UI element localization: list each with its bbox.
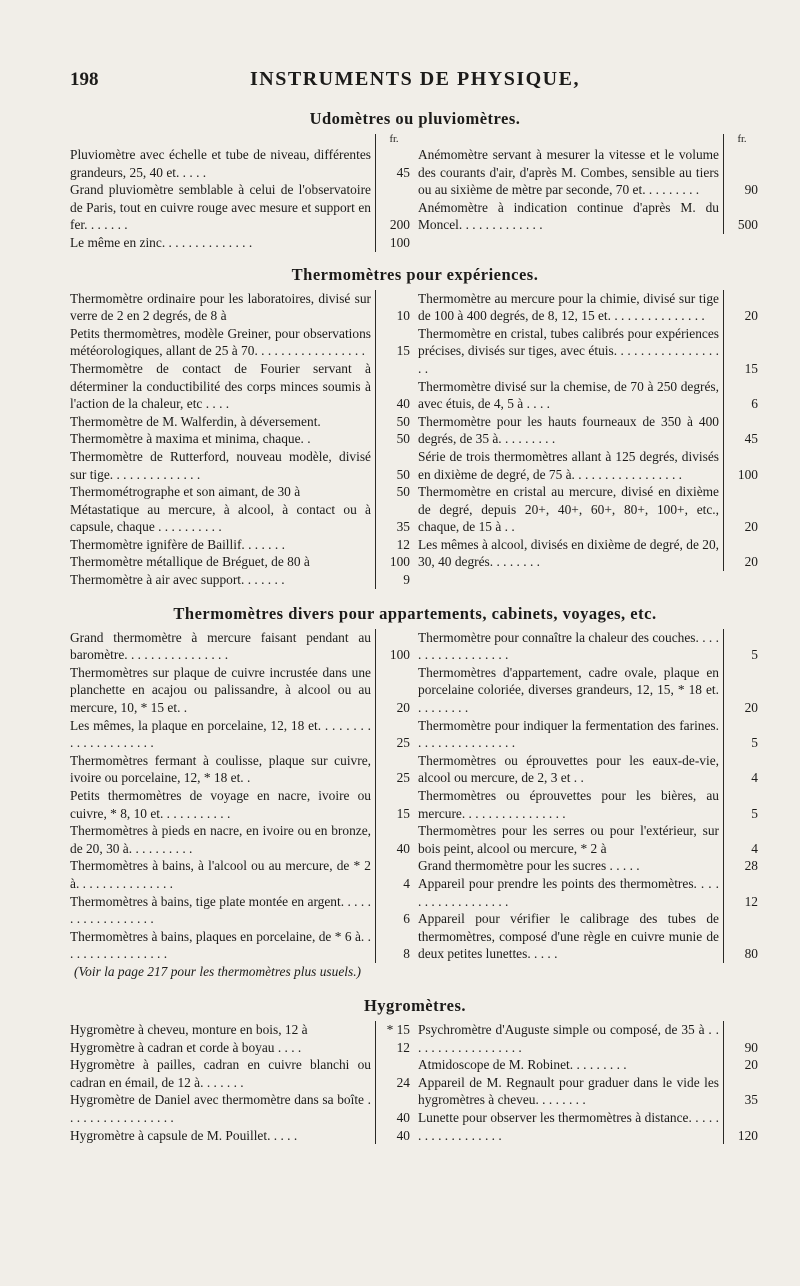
catalog-entry: [70, 1127, 412, 1145]
catalog-entry: [70, 893, 412, 928]
entry-description: Thermomètres d'appartement, cadre ovale, plaque en porcelaine coloriée, diverses grandeurs, 12, 15, * 18 et. . . . . . . . .: [418, 664, 724, 717]
entry-price-value: 40: [396, 1127, 410, 1143]
entry-description: Thermomètres ou éprouvettes pour les eaux-de-vie, alcool ou mercure, de 2, 3 et . .: [418, 752, 724, 787]
entry-description: Pluviomètre avec échelle et tube de niveau, différentes grandeurs, 25, 40 et. . . . .: [70, 146, 376, 181]
entry-price: [376, 1056, 412, 1091]
entry-price: [724, 448, 760, 483]
catalog-entry: [418, 629, 760, 664]
entry-price-value: 100: [737, 466, 758, 482]
entry-price-value: 35: [396, 519, 410, 535]
entry-price-value: 40: [396, 840, 410, 856]
entry-description: Thermomètre divisé sur la chemise, de 70 à 250 degrés, avec étuis, de 4, 5 à . . . .: [418, 378, 724, 413]
section-columns: [70, 1021, 760, 1144]
catalog-entry: [70, 1056, 412, 1091]
entry-price-value: 5: [751, 805, 758, 821]
entry-price: [376, 571, 412, 589]
entry-price-value: 20: [744, 554, 758, 570]
catalog-entry: [418, 1109, 760, 1144]
entry-price: [724, 1056, 760, 1074]
catalog-entry: [70, 146, 412, 181]
entry-description: Thermomètre pour indiquer la fermentation des farines. . . . . . . . . . . . . . . .: [418, 717, 724, 752]
entry-price: [376, 928, 412, 963]
entry-price: [376, 448, 412, 483]
catalog-entry: [70, 752, 412, 787]
section-title: Thermomètres pour expériences.: [291, 264, 539, 284]
entry-price: [724, 1021, 760, 1056]
catalog-sections: [70, 108, 760, 1144]
entry-description: Anémomètre servant à mesurer la vitesse et le volume des courants d'air, d'après M. Combes, sensible au tiers ou au sixième de mètre par seconde, 70 et. . . . . . . . .: [418, 146, 724, 199]
entry-price: [376, 234, 412, 252]
entry-price: [376, 483, 412, 501]
catalog-entry: [70, 1021, 412, 1039]
catalog-entry: [70, 430, 412, 448]
section-columns: [70, 629, 760, 963]
entry-description: Thermomètres à bains, tige plate montée en argent. . . . . . . . . . . . . . . . . .: [70, 893, 376, 928]
entry-price-value: 20: [744, 308, 758, 324]
entry-price-value: 45: [396, 164, 410, 180]
catalog-entry: [70, 536, 412, 554]
entry-price-value: 10: [396, 308, 410, 324]
entry-price-value: 25: [396, 770, 410, 786]
catalog-entry: [418, 1056, 760, 1074]
entry-price-value: 15: [396, 805, 410, 821]
catalog-entry: [70, 571, 412, 589]
entry-description: Thermomètres fermant à coulisse, plaque sur cuivre, ivoire ou porcelaine, 12, * 18 et. .: [70, 752, 376, 787]
entry-price: [724, 199, 760, 234]
entry-price: [376, 664, 412, 717]
entry-description: Hygromètre à cheveu, monture en bois, 12 à: [70, 1021, 376, 1039]
entry-description: Thermomètres sur plaque de cuivre incrustée dans une planchette en acajou ou palissandre, à alcool ou au mercure, 10, * 15 et. .: [70, 664, 376, 717]
entry-price: [376, 629, 412, 664]
entry-description: Thermomètre à maxima et minima, chaque. .: [70, 430, 376, 448]
entry-price: [376, 501, 412, 536]
catalog-entry: [418, 717, 760, 752]
entry-description: Les mêmes à alcool, divisés en dixième de degré, de 20, 30, 40 degrés. . . . . . . .: [418, 536, 724, 571]
entry-price: [724, 536, 760, 571]
entry-price-value: 40: [396, 1109, 410, 1125]
entry-price: [724, 325, 760, 378]
entry-price-value: 6: [403, 911, 410, 927]
entry-price: [724, 910, 760, 963]
entry-price: [376, 787, 412, 822]
entry-description: Métastatique au mercure, à alcool, à contact ou à capsule, chaque . . . . . . . . . .: [70, 501, 376, 536]
catalog-entry: [70, 325, 412, 360]
entry-description: Grand thermomètre pour les sucres . . . . .: [418, 857, 724, 875]
entry-description: Thermomètres pour les serres ou pour l'extérieur, sur bois peint, alcool ou mercure, * 2 à: [418, 822, 724, 857]
catalog-entry: [418, 290, 760, 325]
entry-price-value: 500: [737, 217, 758, 233]
entry-price-value: 120: [737, 1127, 758, 1143]
entry-description: Petits thermomètres, modèle Greiner, pour observations météorologiques, allant de 25 à 70. . . . . . . . . . . . . . . . .: [70, 325, 376, 360]
entry-price: [724, 483, 760, 536]
entry-description: Thermomètre ignifère de Baillif. . . . . . .: [70, 536, 376, 554]
entry-description: Thermomètre de contact de Fourier servant à déterminer la conductibilité des corps minces soumis à l'action de la chaleur, etc . . . .: [70, 360, 376, 413]
entry-price-value: 90: [744, 182, 758, 198]
entry-price-value: 5: [751, 735, 758, 751]
entry-description: Hygromètre de Daniel avec thermomètre dans sa boîte . . . . . . . . . . . . . . . . .: [70, 1091, 376, 1126]
entry-description: Thermomètre à air avec support. . . . . . .: [70, 571, 376, 589]
catalog-section: [70, 264, 760, 589]
entry-price: [724, 717, 760, 752]
catalog-entry: [70, 290, 412, 325]
entry-description: Thermomètre métallique de Bréguet, de 80 à: [70, 553, 376, 571]
entry-description: Lunette pour observer les thermomètres à distance. . . . . . . . . . . . . . . . . .: [418, 1109, 724, 1144]
catalog-entry: [418, 483, 760, 536]
entry-price: [724, 787, 760, 822]
entry-price: [724, 1074, 760, 1109]
entry-description: Thermomètre au mercure pour la chimie, divisé sur tige de 100 à 400 degrés, de 8, 12, 15 et. . . . . . . . . . . . . . .: [418, 290, 724, 325]
catalog-entry: [70, 857, 412, 892]
entry-price: [724, 875, 760, 910]
entry-price-value: 90: [744, 1039, 758, 1055]
entry-price-value: 15: [396, 343, 410, 359]
catalog-entry: [70, 501, 412, 536]
left-column: [70, 134, 412, 252]
entry-price: [376, 1021, 412, 1039]
entry-description: Anémomètre à indication continue d'après M. du Moncel. . . . . . . . . . . . .: [418, 199, 724, 234]
entry-price: [376, 822, 412, 857]
entry-price: [376, 1039, 412, 1057]
section-note: (Voir la page 217 pour les thermomètres plus usuels.): [74, 963, 362, 979]
currency-header: [418, 134, 760, 146]
entry-description: Thermomètre en cristal, tubes calibrés pour expériences précises, divisés sur tiges, avec étuis. . . . . . . . . . . . . . . . . .: [418, 325, 724, 378]
entry-price: [376, 360, 412, 413]
entry-description: Appareil pour vérifier le calibrage des tubes de thermomètres, composé d'une règle en cuivre munie de deux petites lunettes. . . . .: [418, 910, 724, 963]
page-header: [70, 68, 760, 102]
entry-description: Série de trois thermomètres allant à 125 degrés, divisés en dixième de degré, de 75 à. . . . . . . . . . . . . . . . .: [418, 448, 724, 483]
entry-description: Thermomètres à pieds en nacre, en ivoire ou en bronze, de 20, 30 à. . . . . . . . . .: [70, 822, 376, 857]
entry-description: Appareil pour prendre les points des thermomètres. . . . . . . . . . . . . . . . . .: [418, 875, 724, 910]
catalog-entry: [70, 413, 412, 431]
running-title: INSTRUMENTS DE PHYSIQUE,: [250, 68, 580, 90]
entry-description: Grand pluviomètre semblable à celui de l'observatoire de Paris, tout en cuivre rouge avec mesure et support en fer. . . . . . .: [70, 181, 376, 234]
entry-description: Grand thermomètre à mercure faisant pendant au baromètre. . . . . . . . . . . . . . . .: [70, 629, 376, 664]
entry-price: [376, 893, 412, 928]
entry-price: [376, 181, 412, 234]
catalog-entry: [70, 1091, 412, 1126]
entry-price: [724, 378, 760, 413]
entry-price: [376, 717, 412, 752]
entry-price: [376, 1127, 412, 1145]
catalog-entry: [70, 1039, 412, 1057]
catalog-entry: [418, 199, 760, 234]
section-title: Thermomètres divers pour appartements, cabinets, voyages, etc.: [173, 603, 657, 623]
entry-price-value: 50: [396, 484, 410, 500]
catalog-page: [70, 68, 760, 1144]
entry-price-value: 200: [389, 217, 410, 233]
entry-price-value: 15: [744, 360, 758, 376]
entry-price-value: 20: [396, 700, 410, 716]
entry-price-value: 50: [396, 466, 410, 482]
catalog-entry: [418, 448, 760, 483]
entry-price: [376, 752, 412, 787]
entry-price: [724, 1109, 760, 1144]
currency-label: fr.: [737, 134, 747, 145]
page-number: 198: [70, 69, 99, 90]
entry-description: Atmidoscope de M. Robinet. . . . . . . . .: [418, 1056, 724, 1074]
entry-price: [724, 664, 760, 717]
catalog-entry: [70, 181, 412, 234]
entry-price: [376, 325, 412, 360]
section-columns: [70, 134, 760, 252]
currency-header: [70, 134, 412, 146]
entry-description: Hygromètre à pailles, cadran en cuivre blanchi ou cadran en émail, de 12 à. . . . . . .: [70, 1056, 376, 1091]
entry-description: Thermomètre de Rutterford, nouveau modèle, divisé sur tige. . . . . . . . . . . . . .: [70, 448, 376, 483]
entry-description: Thermométrographe et son aimant, de 30 à: [70, 483, 376, 501]
catalog-entry: [70, 629, 412, 664]
entry-price-value: 50: [396, 413, 410, 429]
right-column: [418, 134, 760, 252]
catalog-entry: [70, 483, 412, 501]
catalog-entry: [418, 1074, 760, 1109]
entry-price-value: 12: [396, 536, 410, 552]
entry-description: Thermomètres à bains, plaques en porcelaine, de * 6 à. . . . . . . . . . . . . . . . .: [70, 928, 376, 963]
entry-description: Thermomètre pour connaître la chaleur des couches. . . . . . . . . . . . . . . . . .: [418, 629, 724, 664]
section-columns: [70, 290, 760, 589]
entry-description: Thermomètres ou éprouvettes pour les bières, au mercure. . . . . . . . . . . . . . . .: [418, 787, 724, 822]
catalog-section: [70, 995, 760, 1144]
catalog-entry: [70, 822, 412, 857]
entry-price: [376, 413, 412, 431]
entry-price-value: 28: [744, 858, 758, 874]
entry-price-value: 4: [751, 770, 758, 786]
entry-description: Hygromètre à capsule de M. Pouillet. . . . .: [70, 1127, 376, 1145]
entry-price-value: 12: [744, 893, 758, 909]
entry-price-value: 35: [744, 1092, 758, 1108]
entry-description: Thermomètre en cristal au mercure, divisé en dixième de degré, depuis 20+, 40+, 60+, 80+, 100+, etc., chaque, de 15 à . .: [418, 483, 724, 536]
entry-description: Hygromètre à cadran et corde à boyau . . . .: [70, 1039, 376, 1057]
catalog-entry: [418, 664, 760, 717]
entry-price-value: 9: [403, 572, 410, 588]
section-title: Udomètres ou pluviomètres.: [309, 109, 521, 128]
entry-price-value: 8: [403, 946, 410, 962]
entry-price-value: 4: [751, 840, 758, 856]
catalog-section: [70, 108, 760, 252]
entry-description: Thermomètre pour les hauts fourneaux de 350 à 400 degrés, de 35 à. . . . . . . . .: [418, 413, 724, 448]
entry-price: [376, 146, 412, 181]
entry-price-value: 20: [744, 519, 758, 535]
catalog-entry: [418, 325, 760, 378]
catalog-entry: [70, 787, 412, 822]
left-column: [70, 290, 412, 589]
entry-description: Les mêmes, la plaque en porcelaine, 12, 18 et. . . . . . . . . . . . . . . . . . . . .: [70, 717, 376, 752]
entry-price-value: 45: [744, 431, 758, 447]
entry-price-value: 6: [751, 396, 758, 412]
catalog-section: [70, 603, 760, 981]
catalog-entry: [418, 536, 760, 571]
catalog-entry: [418, 910, 760, 963]
catalog-entry: [418, 378, 760, 413]
catalog-entry: [418, 787, 760, 822]
catalog-entry: [70, 360, 412, 413]
right-column: [418, 290, 760, 589]
entry-price: [724, 413, 760, 448]
entry-price-value: 80: [744, 946, 758, 962]
entry-price: [376, 430, 412, 448]
entry-price: [724, 857, 760, 875]
entry-price: [376, 857, 412, 892]
right-column: [418, 629, 760, 963]
entry-price: [724, 822, 760, 857]
catalog-entry: [418, 875, 760, 910]
entry-price-value: 20: [744, 700, 758, 716]
entry-price-value: 12: [396, 1039, 410, 1055]
entry-description: Psychromètre d'Auguste simple ou composé, de 35 à . . . . . . . . . . . . . . . . . .: [418, 1021, 724, 1056]
entry-price-value: 24: [396, 1074, 410, 1090]
entry-price: [724, 146, 760, 199]
entry-price: [376, 553, 412, 571]
entry-price-value: 100: [389, 234, 410, 250]
entry-price: [724, 629, 760, 664]
entry-description: Appareil de M. Regnault pour graduer dans le vide les hygromètres à cheveu. . . . . . . .: [418, 1074, 724, 1109]
entry-price-value: 20: [744, 1057, 758, 1073]
entry-price-value: 100: [389, 554, 410, 570]
entry-price: [724, 752, 760, 787]
catalog-entry: [70, 928, 412, 963]
entry-price: [724, 290, 760, 325]
catalog-entry: [70, 553, 412, 571]
entry-price-value: 40: [396, 396, 410, 412]
entry-description: Le même en zinc. . . . . . . . . . . . . .: [70, 234, 376, 252]
entry-price: [376, 536, 412, 554]
entry-price: [376, 1091, 412, 1126]
entry-price-value: 5: [751, 647, 758, 663]
entry-price-value: 100: [389, 647, 410, 663]
catalog-entry: [70, 234, 412, 252]
catalog-entry: [418, 146, 760, 199]
entry-description: Thermomètre ordinaire pour les laboratoires, divisé sur verre de 2 en 2 degrés, de 8 à: [70, 290, 376, 325]
left-column: [70, 629, 412, 963]
entry-price-value: 50: [396, 431, 410, 447]
catalog-entry: [418, 413, 760, 448]
right-column: [418, 1021, 760, 1144]
catalog-entry: [70, 448, 412, 483]
entry-description: Thermomètres à bains, à l'alcool ou au mercure, de * 2 à. . . . . . . . . . . . . . .: [70, 857, 376, 892]
catalog-entry: [418, 857, 760, 875]
catalog-entry: [70, 664, 412, 717]
section-title: Hygromètres.: [363, 995, 467, 1015]
entry-price-value: * 15: [386, 1021, 410, 1037]
entry-description: Thermomètre de M. Walferdin, à déversement.: [70, 413, 376, 431]
catalog-entry: [418, 752, 760, 787]
entry-price-value: 25: [396, 735, 410, 751]
entry-price: [376, 290, 412, 325]
currency-label: fr.: [389, 134, 399, 145]
catalog-entry: [418, 822, 760, 857]
catalog-entry: [418, 1021, 760, 1056]
entry-description: Petits thermomètres de voyage en nacre, ivoire ou cuivre, * 8, 10 et. . . . . . . . . . .: [70, 787, 376, 822]
entry-price-value: 4: [403, 875, 410, 891]
left-column: [70, 1021, 412, 1144]
catalog-entry: [70, 717, 412, 752]
